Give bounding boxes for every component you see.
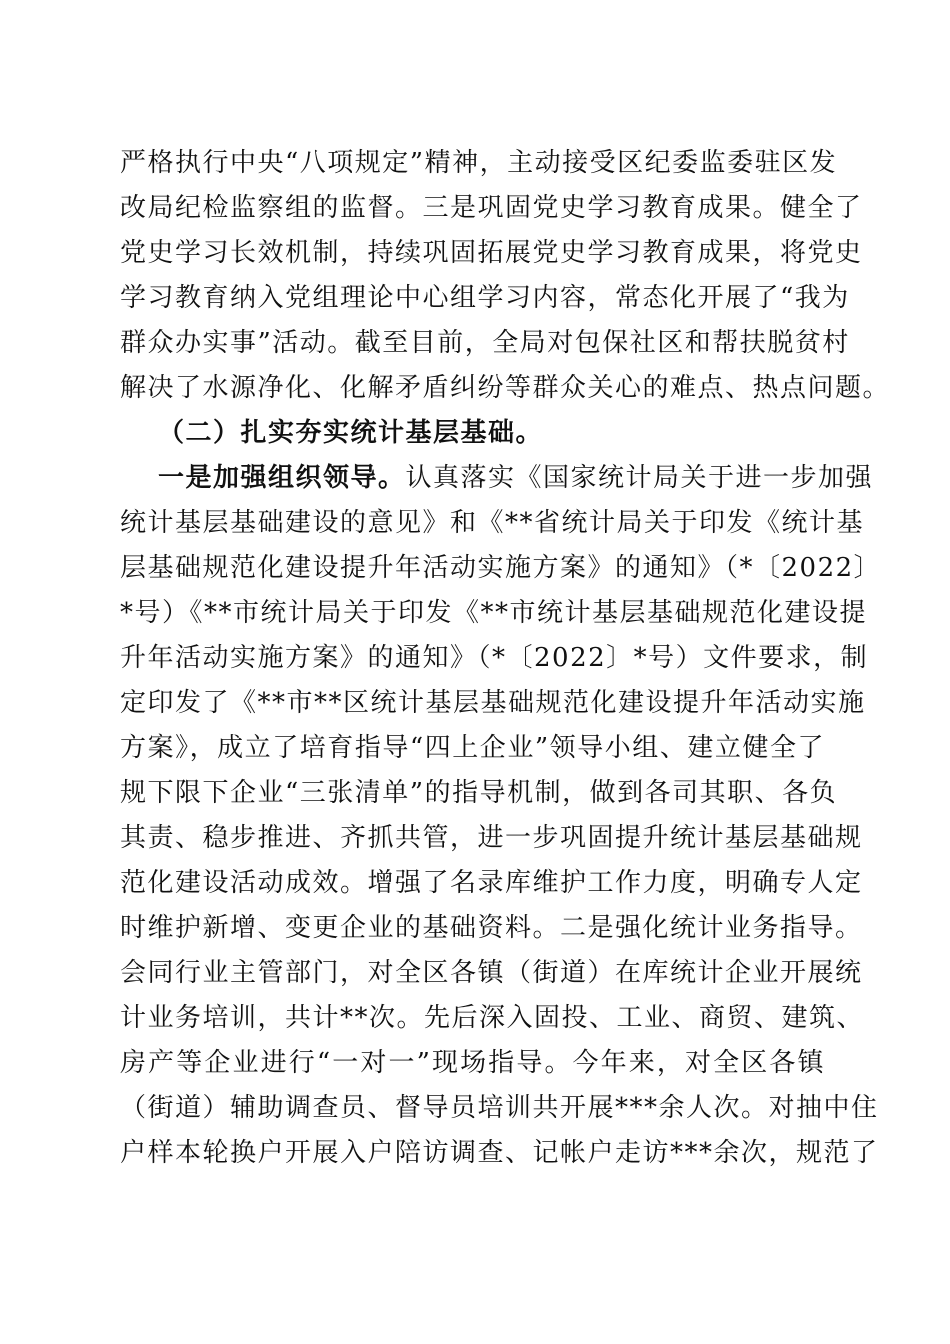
text-line: 范化建设活动成效。增强了名录库维护工作力度，明确专人定 (120, 868, 863, 898)
text-line: 群众办实事”活动。截至目前，全局对包保社区和帮扶脱贫村 (120, 328, 850, 358)
text-line: 房产等企业进行“一对一”现场指导。今年来，对全区各镇 (120, 1048, 825, 1078)
text-line: （街道）辅助调查员、督导员培训共开展***余人次。对抽中住 (120, 1093, 879, 1123)
text-line: 党史学习长效机制，持续巩固拓展党史学习教育成果，将党史 (120, 238, 863, 268)
text-line: 层基础规范化建设提升年活动实施方案》的通知》（*〔2022〕 (120, 553, 882, 583)
text-line: 定印发了《**市**区统计基层基础规范化建设提升年活动实施 (120, 688, 866, 718)
text-line: 改局纪检监察组的监督。三是巩固党史学习教育成果。健全了 (120, 193, 863, 223)
text-line: 学习教育纳入党组理论中心组学习内容，常态化开展了“我为 (120, 283, 850, 313)
text-line: 计业务培训，共计**次。先后深入固投、工业、商贸、建筑、 (120, 1003, 865, 1033)
text-line: 统计基层基础建设的意见》和《**省统计局关于印发《统计基 (120, 508, 865, 538)
document-body (120, 140, 891, 1175)
text-line: 方案》，成立了培育指导“四上企业”领导小组、建立健全了 (120, 733, 825, 763)
text-line: *号）《**市统计局关于印发《**市统计基层基础规范化建设提 (120, 598, 868, 628)
text-line: 升年活动实施方案》的通知》（*〔2022〕*号）文件要求，制 (120, 643, 869, 673)
text-line: 解决了水源净化、化解矛盾纠纷等群众关心的难点、热点问题。 (120, 373, 891, 403)
text-line: 规下限下企业“三张清单”的指导机制，做到各司其职、各负 (120, 778, 838, 808)
text-line: 会同行业主管部门，对全区各镇（街道）在库统计企业开展统 (120, 958, 863, 988)
paragraph-statistics-foundation (120, 455, 882, 1175)
text-line: 时维护新增、变更企业的基础资料。二是强化统计业务指导。 (120, 913, 863, 943)
text-line: 其责、稳步推进、齐抓共管，进一步巩固提升统计基层基础规 (120, 823, 863, 853)
text-run: 认真落实《国家统计局关于进一步加强 (405, 463, 874, 493)
section-heading: （二）扎实夯实统计基层基础。 (158, 418, 544, 448)
lead-phrase: 一是加强组织领导。 (158, 463, 406, 493)
paragraph-party-history (120, 140, 891, 410)
text-line (120, 455, 874, 500)
text-line: 严格执行中央“八项规定”精神，主动接受区纪委监委驻区发 (120, 148, 838, 178)
text-line: 户样本轮换户开展入户陪访调查、记帐户走访***余次，规范了 (120, 1138, 879, 1168)
